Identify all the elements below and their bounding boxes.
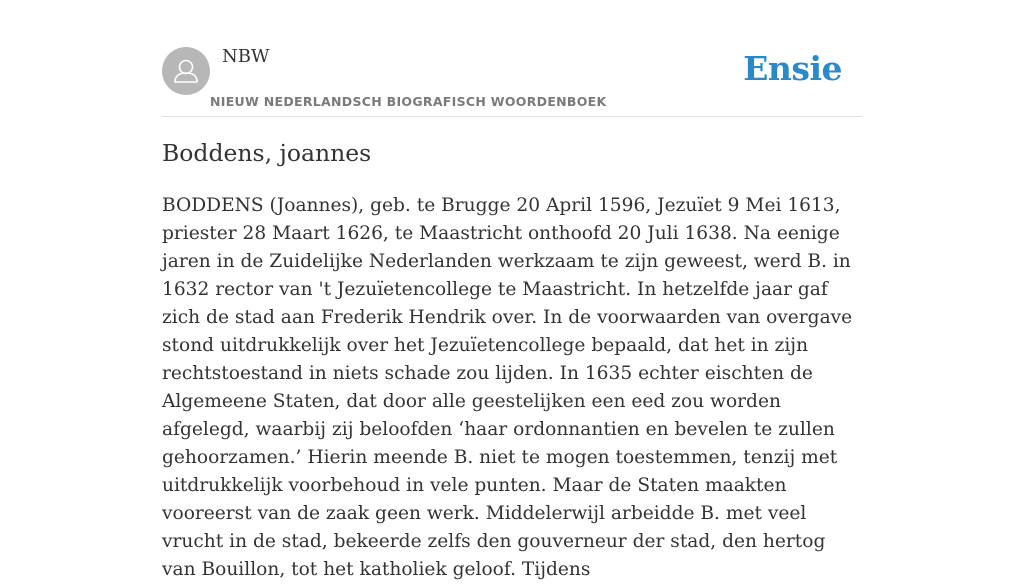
article-body: BODDENS (Joannes), geb. te Brugge 20 April 1596, Jezuïet 9 Mei 1613, priester 28 Maart 1626, te Maastricht onthoofd 20 Juli 1638. Na eenige jaren in de Zuidelijke Nederlanden werkzaam te zijn geweest, werd B. in 1632 rector van 't Jezuïetencollege te Maastricht. In hetzelfde jaar gaf zich de stad aan Frederik Hendrik over. In de voorwaarden van overgave stond uitdrukkelijk over het Jezuïetencollege bepaald, dat het in zijn rechtstoestand in niets schade zou lijden. In 1635 echter eischten de Algemeene Staten, dat door alle geestelijken een eed zou worden afgelegd, waarbij zij beloofden ‘haar ordonnantien en bevelen te zullen gehoorzamen.’ Hierin meende B. niet te mogen toestemmen, tenzij met uitdrukkelijk voorbehoud in vele punten. Maar de Staten maakten vooreerst van de zaak geen werk. Middelerwijl arbeidde B. met veel vrucht in de stad, bekeerde zelfs den gouverneur der stad, den hertog van Bouillon, tot het katholiek geloof. Tijdens <box>162 195 853 580</box>
source-subtitle[interactable]: NIEUW NEDERLANDSCH BIOGRAFISCH WOORDENBOEK <box>210 94 607 109</box>
source-avatar[interactable] <box>162 47 210 95</box>
article-title: Boddens, joannes <box>162 139 372 167</box>
ensie-logo[interactable]: Ensie <box>743 49 842 88</box>
source-name[interactable]: NBW <box>222 46 270 67</box>
user-icon <box>162 47 210 95</box>
page-container <box>162 0 862 580</box>
source-header <box>162 0 862 117</box>
